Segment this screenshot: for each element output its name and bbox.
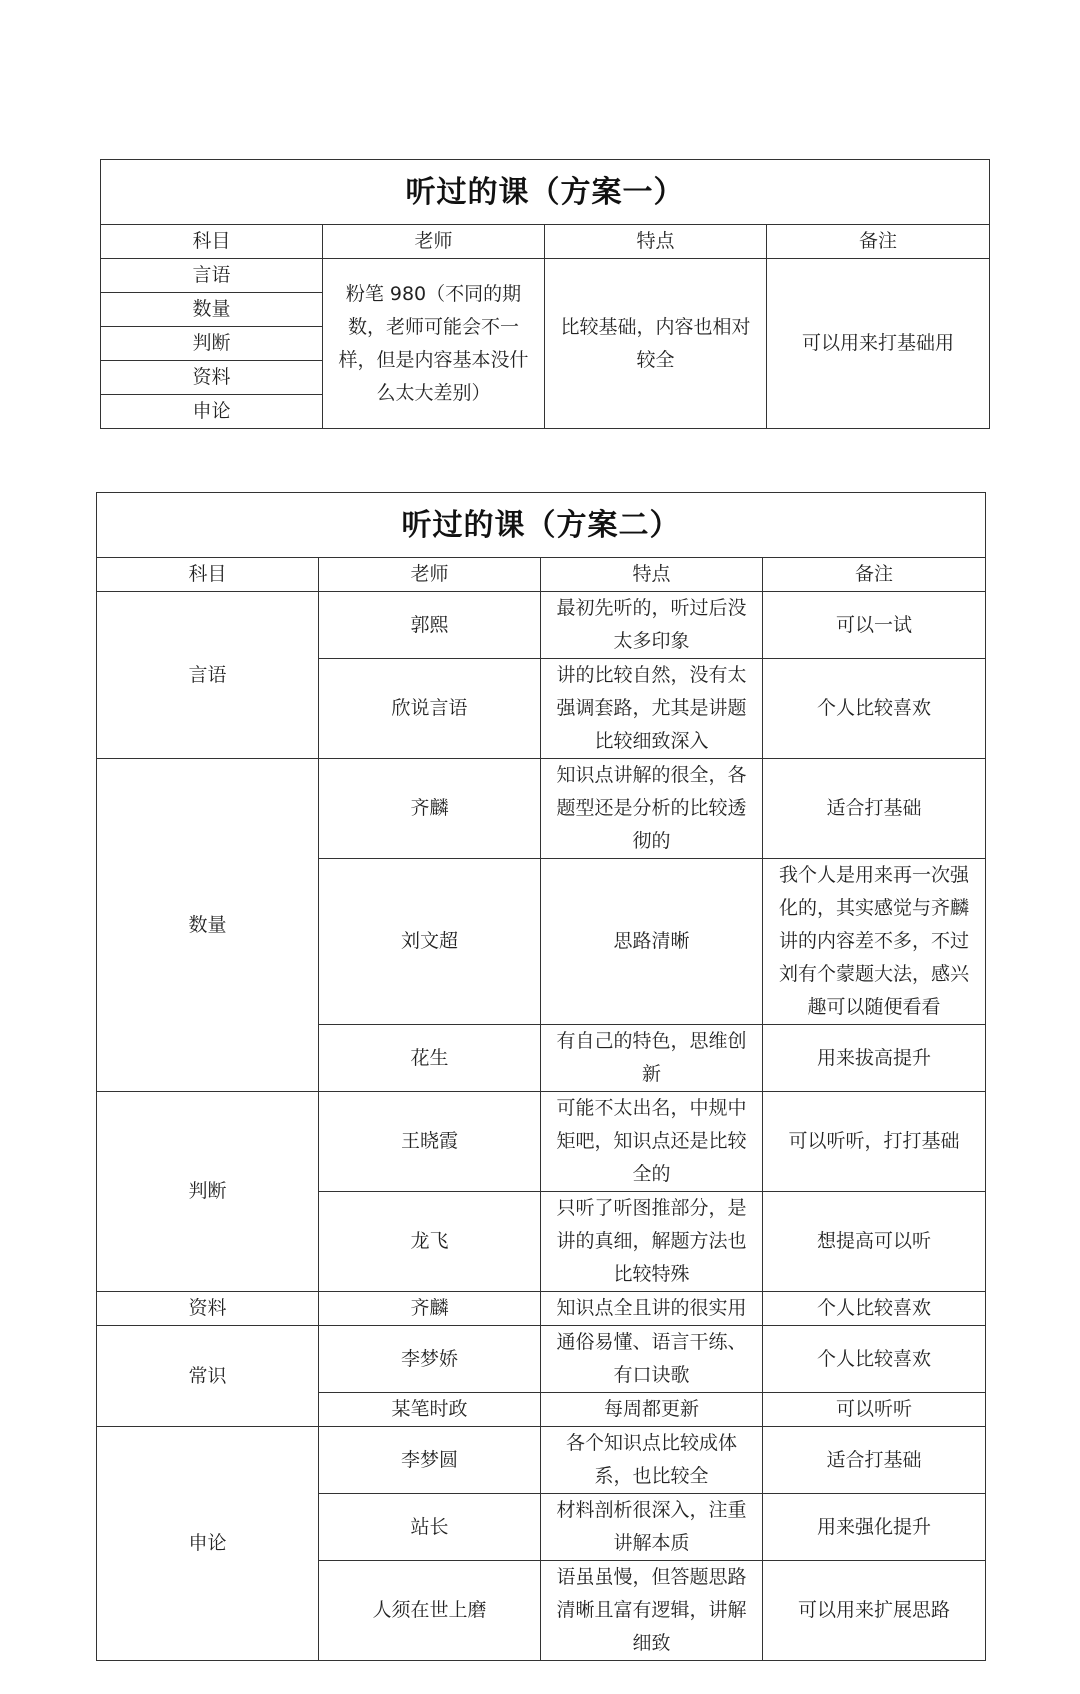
teacher-cell: 花生 xyxy=(319,1025,541,1092)
teacher-cell: 齐麟 xyxy=(319,1292,541,1326)
plan2-table xyxy=(96,492,986,1661)
teacher-cell: 龙飞 xyxy=(319,1192,541,1292)
plan2-title: 听过的课（方案二） xyxy=(97,493,986,558)
teacher-cell: 站长 xyxy=(319,1494,541,1561)
table-row xyxy=(97,759,986,859)
subject-cell: 判断 xyxy=(97,1092,319,1292)
teacher-cell: 粉笔 980（不同的期数，老师可能会不一样，但是内容基本没什么太大差别） xyxy=(323,259,545,429)
note-cell: 用来拔高提升 xyxy=(763,1025,986,1092)
table-row xyxy=(97,1292,986,1326)
feature-cell: 每周都更新 xyxy=(541,1393,763,1427)
header-feature: 特点 xyxy=(545,225,767,259)
note-cell: 适合打基础 xyxy=(763,1427,986,1494)
header-teacher: 老师 xyxy=(323,225,545,259)
table-row xyxy=(97,592,986,659)
feature-cell: 讲的比较自然，没有太强调套路，尤其是讲题比较细致深入 xyxy=(541,659,763,759)
header-note: 备注 xyxy=(767,225,990,259)
teacher-cell: 刘文超 xyxy=(319,859,541,1025)
table-row xyxy=(101,259,990,293)
feature-cell: 最初先听的，听过后没太多印象 xyxy=(541,592,763,659)
header-subject: 科目 xyxy=(97,558,319,592)
teacher-cell: 齐麟 xyxy=(319,759,541,859)
note-cell: 可以用来扩展思路 xyxy=(763,1561,986,1661)
plan1-table xyxy=(100,159,990,429)
header-feature: 特点 xyxy=(541,558,763,592)
feature-cell: 语虽虽慢，但答题思路清晰且富有逻辑，讲解细致 xyxy=(541,1561,763,1661)
subject-cell: 资料 xyxy=(101,361,323,395)
subject-cell: 数量 xyxy=(97,759,319,1092)
plan2-header-row xyxy=(97,558,986,592)
feature-cell: 只听了听图推部分，是讲的真细，解题方法也比较特殊 xyxy=(541,1192,763,1292)
teacher-cell: 李梦娇 xyxy=(319,1326,541,1393)
feature-cell: 有自己的特色，思维创新 xyxy=(541,1025,763,1092)
subject-cell: 申论 xyxy=(101,395,323,429)
plan1-header-row xyxy=(101,225,990,259)
feature-cell: 材料剖析很深入，注重讲解本质 xyxy=(541,1494,763,1561)
teacher-cell: 郭熙 xyxy=(319,592,541,659)
note-cell: 个人比较喜欢 xyxy=(763,1326,986,1393)
subject-cell: 数量 xyxy=(101,293,323,327)
subject-cell: 言语 xyxy=(97,592,319,759)
feature-cell: 思路清晰 xyxy=(541,859,763,1025)
header-subject: 科目 xyxy=(101,225,323,259)
feature-cell: 可能不太出名，中规中矩吧，知识点还是比较全的 xyxy=(541,1092,763,1192)
subject-cell: 申论 xyxy=(97,1427,319,1661)
note-cell: 个人比较喜欢 xyxy=(763,1292,986,1326)
plan1-title: 听过的课（方案一） xyxy=(101,160,990,225)
note-cell: 适合打基础 xyxy=(763,759,986,859)
teacher-cell: 人须在世上磨 xyxy=(319,1561,541,1661)
note-cell: 可以听听 xyxy=(763,1393,986,1427)
feature-cell: 各个知识点比较成体系，也比较全 xyxy=(541,1427,763,1494)
feature-cell: 知识点全且讲的很实用 xyxy=(541,1292,763,1326)
table-row xyxy=(97,1092,986,1192)
table-row xyxy=(97,1427,986,1494)
feature-cell: 比较基础，内容也相对较全 xyxy=(545,259,767,429)
table-row xyxy=(97,1326,986,1393)
teacher-cell: 欣说言语 xyxy=(319,659,541,759)
teacher-cell: 某笔时政 xyxy=(319,1393,541,1427)
subject-cell: 常识 xyxy=(97,1326,319,1427)
note-cell: 可以一试 xyxy=(763,592,986,659)
header-teacher: 老师 xyxy=(319,558,541,592)
subject-cell: 资料 xyxy=(97,1292,319,1326)
feature-cell: 知识点讲解的很全，各题型还是分析的比较透彻的 xyxy=(541,759,763,859)
subject-cell: 言语 xyxy=(101,259,323,293)
note-cell: 我个人是用来再一次强化的，其实感觉与齐麟讲的内容差不多，不过刘有个蒙题大法，感兴趣可以随便看看 xyxy=(763,859,986,1025)
note-cell: 想提高可以听 xyxy=(763,1192,986,1292)
header-note: 备注 xyxy=(763,558,986,592)
note-cell: 可以用来打基础用 xyxy=(767,259,990,429)
feature-cell: 通俗易懂、语言干练、有口诀歌 xyxy=(541,1326,763,1393)
teacher-cell: 王晓霞 xyxy=(319,1092,541,1192)
teacher-cell: 李梦圆 xyxy=(319,1427,541,1494)
note-cell: 可以听听，打打基础 xyxy=(763,1092,986,1192)
note-cell: 个人比较喜欢 xyxy=(763,659,986,759)
note-cell: 用来强化提升 xyxy=(763,1494,986,1561)
subject-cell: 判断 xyxy=(101,327,323,361)
